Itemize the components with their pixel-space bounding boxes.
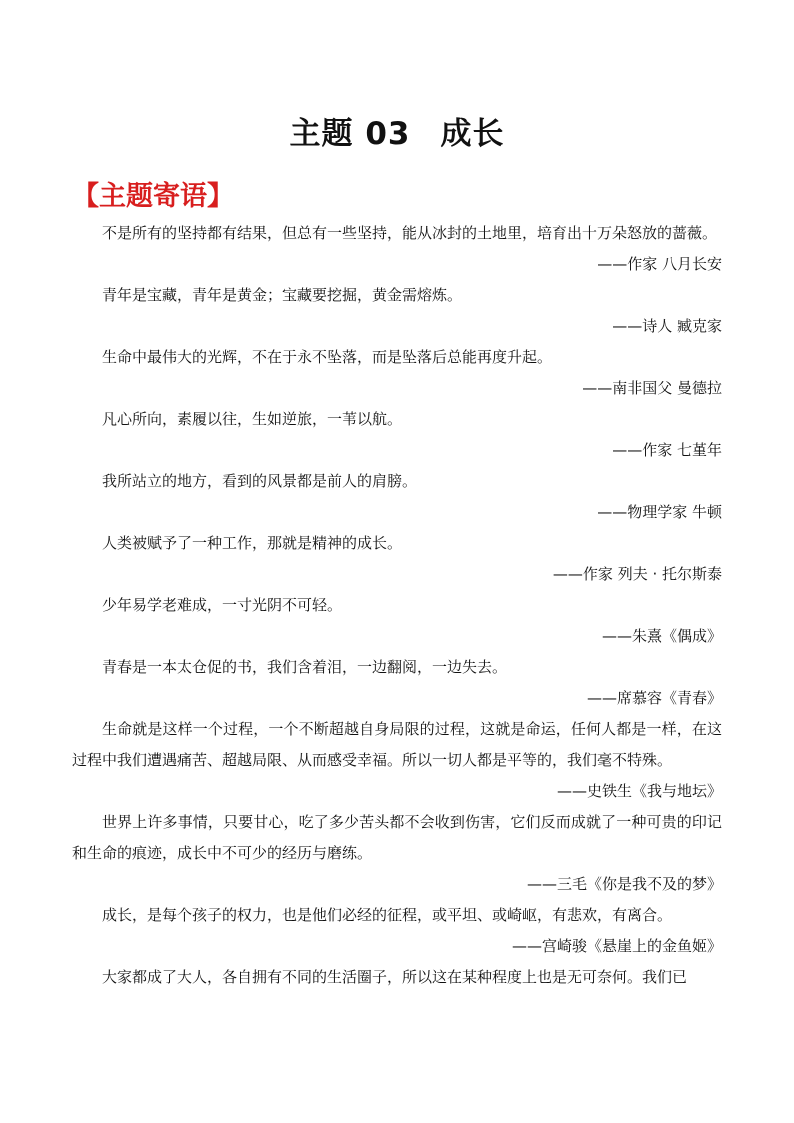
quote-text: 少年易学老难成，一寸光阴不可轻。 — [102, 596, 343, 614]
quote-text: 大家都成了大人，各自拥有不同的生活圈子，所以这在某种程度上也是无可奈何。我们已 — [102, 968, 688, 986]
quote-attribution: ——作家 八月长安 — [597, 255, 722, 273]
quote-list — [72, 218, 722, 993]
quote-attribution: ——席慕容《青春》 — [586, 689, 722, 707]
quote-text: 生命就是这样一个过程，一个不断超越自身局限的过程，这就是命运，任何人都是一样，在这过程中我们遭遇痛苦、超越局限、从而感受幸福。所以一切人都是平等的，我们毫不特殊。 — [72, 720, 722, 769]
quote-text: 生命中最伟大的光辉，不在于永不坠落，而是坠落后总能再度升起。 — [102, 348, 553, 366]
quote-attribution: ——作家 七堇年 — [612, 441, 722, 459]
title-topic: 成长 — [440, 116, 505, 152]
quote-attribution: ——宫崎骏《悬崖上的金鱼姬》 — [511, 937, 722, 955]
quote-attribution: ——三毛《你是我不及的梦》 — [526, 875, 722, 893]
quote-text: 世界上许多事情，只要甘心，吃了多少苦头都不会收到伤害，它们反而成就了一种可贵的印记和生命的痕迹，成长中不可少的经历与磨练。 — [72, 813, 722, 862]
quote-attribution: ——物理学家 牛顿 — [597, 503, 722, 521]
section-heading: 【主题寄语】 — [72, 181, 234, 212]
quote-attribution: ——作家 列夫 · 托尔斯泰 — [552, 565, 722, 583]
quote-text: 青年是宝藏，青年是黄金；宝藏要挖掘，黄金需熔炼。 — [102, 286, 463, 304]
quote-attribution: ——诗人 臧克家 — [612, 317, 722, 335]
quote-text: 青春是一本太仓促的书，我们含着泪，一边翻阅，一边失去。 — [102, 658, 508, 676]
quote-text: 不是所有的坚持都有结果，但总有一些坚持，能从冰封的土地里，培育出十万朵怒放的蔷薇。 — [102, 224, 718, 242]
quote-text: 人类被赋予了一种工作，那就是精神的成长。 — [102, 534, 403, 552]
page-title — [0, 108, 794, 153]
quote-text: 凡心所向，素履以往，生如逆旅，一苇以航。 — [102, 410, 403, 428]
quote-text: 成长，是每个孩子的权力，也是他们必经的征程，或平坦、或崎岖，有悲欢，有离合。 — [102, 906, 673, 924]
quote-attribution: ——南非国父 曼德拉 — [582, 379, 722, 397]
quote-attribution: ——朱熹《偶成》 — [601, 627, 722, 645]
quote-text: 我所站立的地方，看到的风景都是前人的肩膀。 — [102, 472, 418, 490]
quote-attribution: ——史铁生《我与地坛》 — [556, 782, 722, 800]
title-number: 主题 03 — [289, 116, 411, 152]
